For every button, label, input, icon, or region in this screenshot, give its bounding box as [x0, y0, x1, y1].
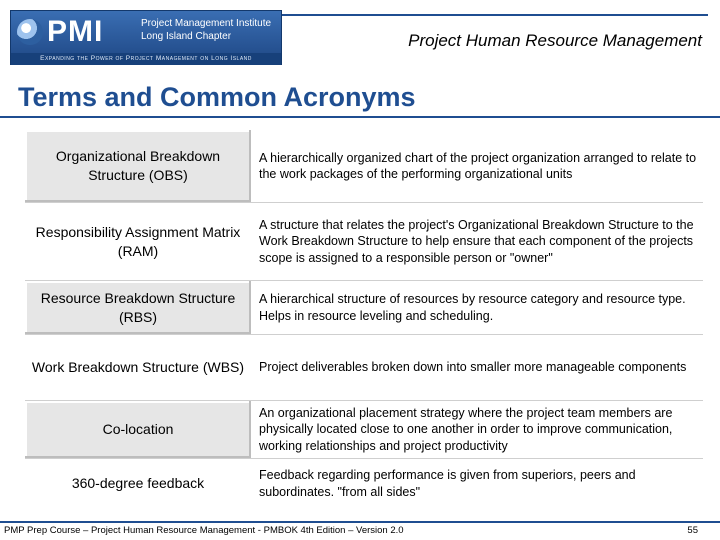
table-row	[25, 400, 703, 458]
definition-cell: Feedback regarding performance is given from superiors, peers and subordinates. "from all sides"	[259, 468, 636, 499]
table-row	[25, 202, 703, 280]
definition-cell: A hierarchical structure of resources by resource category and resource type. Helps in resource leveling and scheduling.	[259, 292, 686, 323]
term-cell: Co-location	[25, 401, 251, 458]
pmi-logo	[10, 10, 282, 65]
definition-cell: A hierarchically organized chart of the project organization arranged to relate to the work packages of the performing organizational units	[259, 150, 697, 181]
footer-rule	[0, 521, 720, 523]
table-row	[25, 280, 703, 334]
logo-mark	[17, 15, 137, 49]
logo-banner	[11, 11, 281, 53]
logo-letters: PMI	[47, 15, 104, 48]
terms-table	[25, 130, 703, 508]
slide-header	[0, 0, 720, 68]
term-cell: Responsibility Assignment Matrix (RAM)	[25, 203, 251, 280]
definition-cell: Project deliverables broken down into smaller more manageable components	[259, 360, 687, 375]
footer-text: PMP Prep Course – Project Human Resource Management - PMBOK 4th Edition – Version 2.0	[4, 525, 404, 536]
logo-tagline: Expanding the Power of Project Management on Long Island	[11, 53, 281, 65]
logo-text	[141, 17, 279, 43]
table-row	[25, 458, 703, 508]
definition-cell: An organizational placement strategy where the project team members are physically located close to one another in order to improve communication, working relationships and project productivity	[259, 405, 673, 453]
page-number: 55	[687, 525, 698, 536]
term-cell: 360-degree feedback	[25, 459, 251, 508]
definition-cell: A structure that relates the project's Organizational Breakdown Structure to the Work Breakdown Structure to help ensure that each component of the projects scope is assigned to a responsible person or "owner"	[259, 217, 694, 265]
logo-line-1: Project Management Institute	[141, 18, 272, 29]
globe-icon	[17, 19, 43, 45]
term-cell: Organizational Breakdown Structure (OBS)	[25, 130, 251, 202]
term-cell: Resource Breakdown Structure (RBS)	[25, 281, 251, 334]
table-row	[25, 130, 703, 202]
header-rule	[282, 14, 708, 16]
title-divider	[0, 116, 720, 118]
term-cell: Work Breakdown Structure (WBS)	[25, 335, 251, 400]
table-row	[25, 334, 703, 400]
logo-line-2: Long Island Chapter	[141, 31, 232, 42]
header-title: Project Human Resource Management	[408, 31, 702, 50]
page-title: Terms and Common Acronyms	[18, 82, 416, 112]
